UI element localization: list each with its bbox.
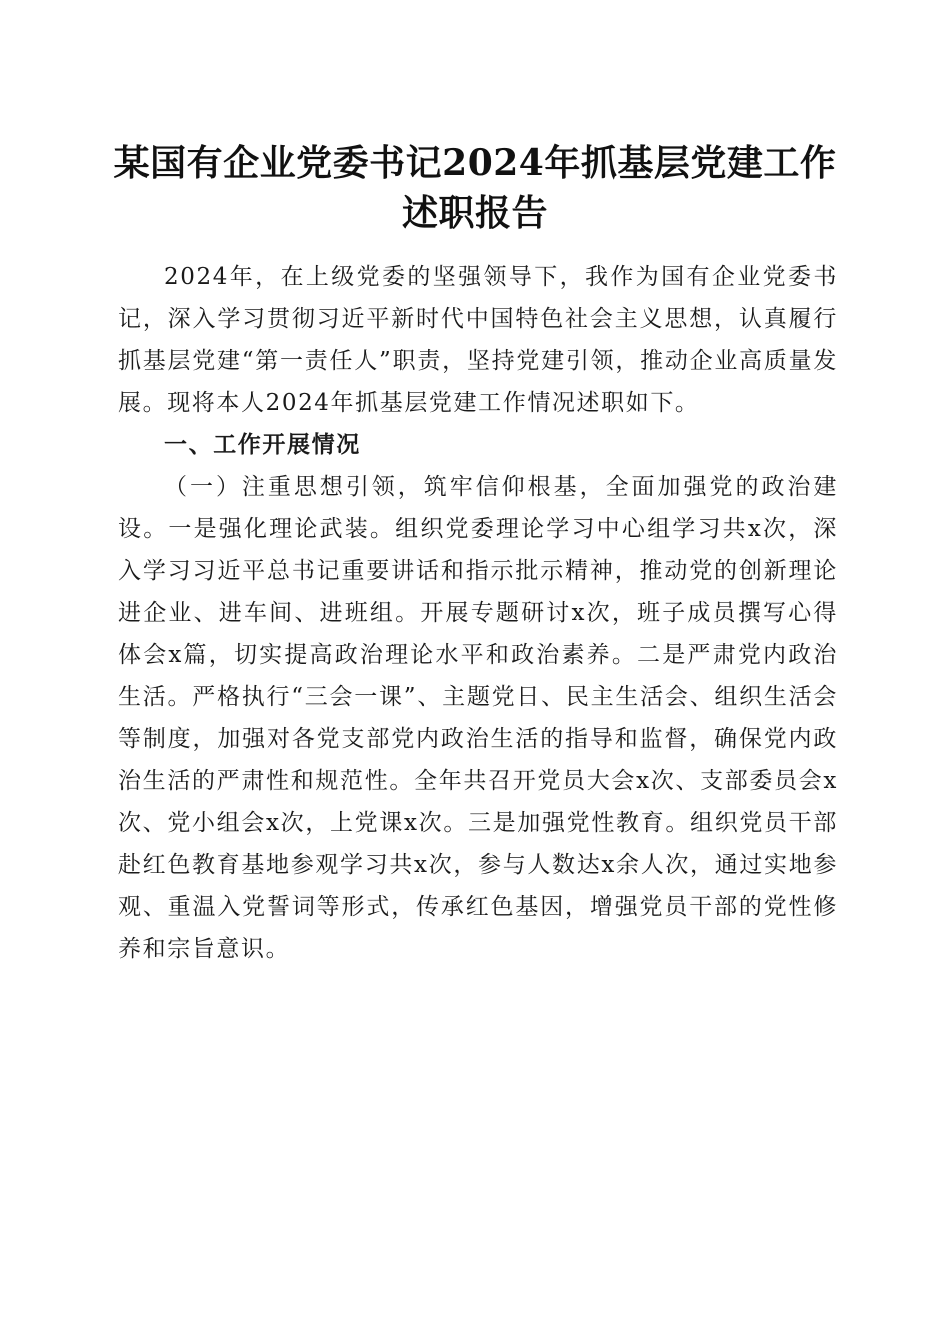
- title-line-2: 述职报告: [401, 192, 548, 234]
- section-paragraph: （一）注重思想引领，筑牢信仰根基，全面加强党的政治建设。一是强化理论武装。组织党委理论学习中心组学习共x次，深入学习习近平总书记重要讲话和指示批示精神，推动党的创新理论进企业、进车间、进班组。开展专题研讨x次，班子成员撰写心得体会x篇，切实提高政治理论水平和政治素养。二是严肃党内政治生活。严格执行“三会一课”、主题党日、民主生活会、组织生活会等制度，加强对各党支部党内政治生活的指导和监督，确保党内政治生活的严肃性和规范性。全年共召开党员大会x次、支部委员会x次、党小组会x次，上党课x次。三是加强党性教育。组织党员干部赴红色教育基地参观学习共x次，参与人数达x余人次，通过实地参观、重温入党誓词等形式，传承红色基因，增强党员干部的党性修养和宗旨意识。: [118, 474, 838, 962]
- section-heading: 一、工作开展情况: [164, 432, 361, 458]
- document-title: [100, 138, 850, 238]
- document-body: [118, 256, 838, 970]
- intro-paragraph: 2024年，在上级党委的坚强领导下，我作为国有企业党委书记，深入学习贯彻习近平新时代中国特色社会主义思想，认真履行抓基层党建“第一责任人”职责，坚持党建引领，推动企业高质量发展。现将本人2024年抓基层党建工作情况述职如下。: [118, 264, 838, 416]
- title-line-1: 某国有企业党委书记2024年抓基层党建工作: [113, 142, 837, 184]
